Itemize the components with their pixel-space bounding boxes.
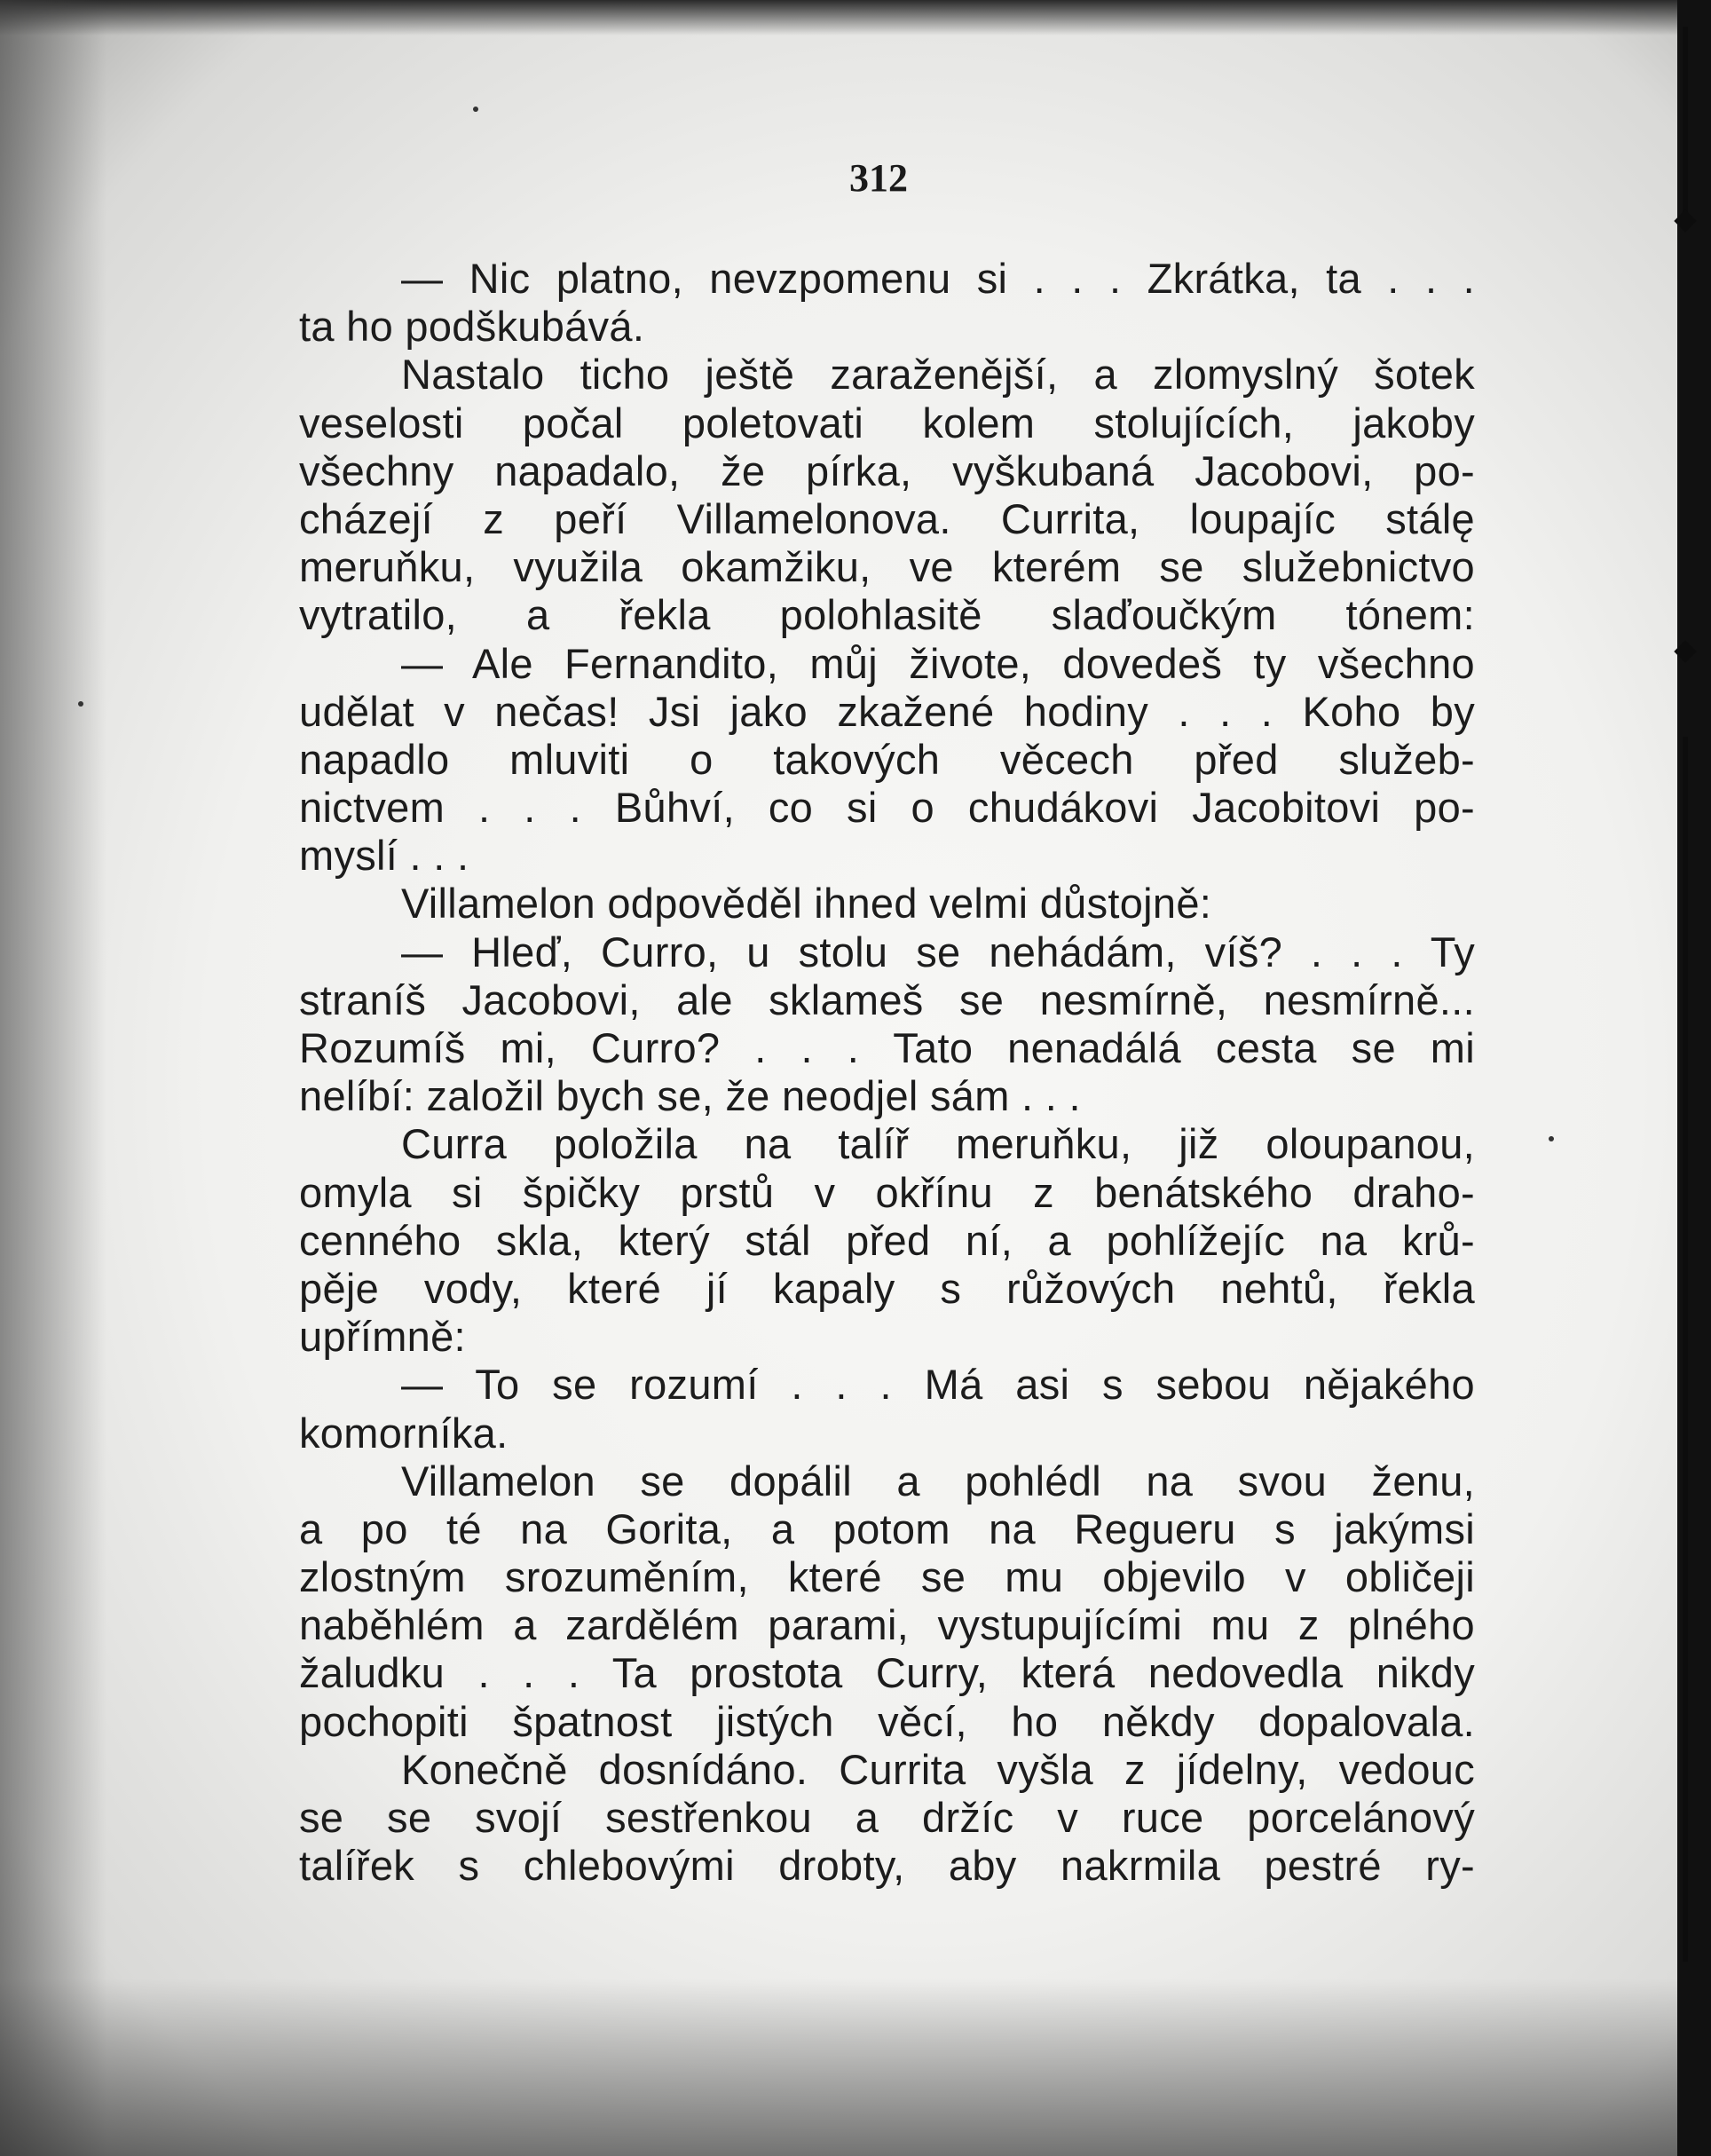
text-line: talířek s chlebovými drobty, aby nakrmila pestré ry- [299, 1842, 1475, 1890]
text-line: Villamelon odpověděl ihned velmi důstojně: [401, 880, 1212, 928]
text-line: straníš Jacobovi, ale sklameš se nesmírně, nesmírně... [299, 975, 1475, 1023]
text-line: komorníka. [299, 1409, 509, 1457]
text-line: napadlo mluviti o takových věcech před služeb- [299, 735, 1475, 783]
text-line: vytratilo, a řekla polohlasitě slaďoučkým tónem: [299, 591, 1475, 639]
text-line: udělat v nečas! Jsi jako zkažené hodiny . . . Koho by [299, 687, 1475, 735]
text-line: Konečně dosnídáno. Currita vyšla z jídelny, vedouc [401, 1745, 1475, 1793]
text-line: omyla si špičky prstů v okřínu z benátského draho- [299, 1168, 1475, 1216]
text-line: Curra položila na talíř meruňku, již oloupanou, [401, 1120, 1475, 1168]
page-shadow-left [0, 0, 106, 2156]
text-line: upřímně: [299, 1313, 466, 1361]
text-line: — Nic platno, nevzpomenu si . . . Zkrátka, ta . . . [401, 255, 1475, 302]
page-shadow-bottom [0, 1978, 1677, 2156]
text-line: meruňku, využila okamžiku, ve kterém se služebnictvo [299, 543, 1475, 591]
text-line: — To se rozumí . . . Má asi s sebou nějakého [401, 1361, 1475, 1409]
scan-speck [1549, 1136, 1554, 1141]
text-line: se se svojí sestřenkou a držíc v ruce porcelánový [299, 1794, 1475, 1841]
margin-rule [1683, 737, 1688, 1962]
text-line: a po té na Gorita, a potom na Regueru s jakýmsi [299, 1504, 1475, 1552]
text-line: pěje vody, které jí kapaly s růžových nehtů, řekla [299, 1264, 1475, 1312]
text-line: cházejí z peří Villamelonova. Currita, loupajíc stálę [299, 494, 1475, 542]
text-line: nelíbí: založil bych se, že neodjel sám . . . [299, 1072, 1081, 1120]
text-line: Villamelon se dopálil a pohlédl na svou ženu, [401, 1457, 1475, 1504]
text-line: myslí . . . [299, 832, 469, 880]
text-line: zlostným srozuměním, které se mu objevilo v obličeji [299, 1553, 1475, 1601]
body-text [299, 255, 1475, 1890]
text-line: žaludku . . . Ta prostota Curry, která nedovedla nikdy [299, 1649, 1475, 1697]
margin-rule [1683, 27, 1688, 222]
page-shadow-top [0, 0, 1677, 36]
text-line: — Ale Fernandito, můj živote, dovedeš ty všechno [401, 639, 1475, 687]
text-line: cenného skla, který stál před ní, a pohlížejíc na krů- [299, 1216, 1475, 1264]
text-line: ta ho podškubává. [299, 303, 645, 351]
text-line: nictvem . . . Bůhví, co si o chudákovi Jacobitovi po- [299, 784, 1475, 832]
page-number: 312 [849, 156, 908, 200]
text-line: Nastalo ticho ještě zaraženější, a zlomyslný šotek [401, 351, 1475, 399]
text-line: veselosti počal poletovati kolem stolujících, jakoby [299, 399, 1475, 446]
text-line: — Hleď, Curro, u stolu se nehádám, víš? . . . Ty [401, 928, 1475, 975]
text-line: Rozumíš mi, Curro? . . . Tato nenadálá cesta se mi [299, 1024, 1475, 1071]
text-line: naběhlém a zardělém parami, vystupujícími mu z plného [299, 1601, 1475, 1649]
scan-speck [78, 701, 83, 707]
scan-speck [473, 107, 478, 112]
text-line: pochopiti špatnost jistých věcí, ho někdy dopalovala. [299, 1697, 1475, 1745]
text-line: všechny napadalo, že pírka, vyškubaná Jacobovi, po- [299, 446, 1475, 494]
